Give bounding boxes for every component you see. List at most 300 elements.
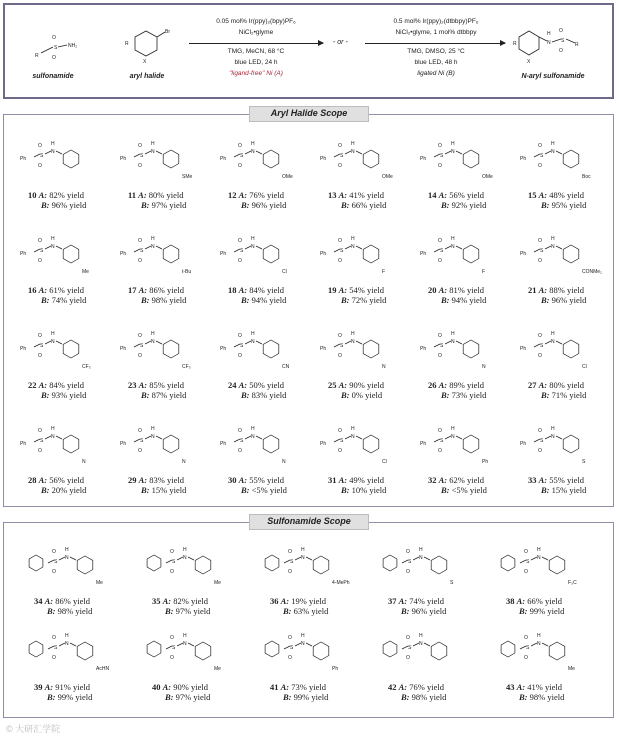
- yield-b: 15% yield: [151, 485, 187, 495]
- condition-a-letter: A:: [162, 596, 172, 606]
- svg-text:O: O: [438, 143, 442, 149]
- compound-entry: [216, 415, 316, 501]
- svg-text:O: O: [38, 448, 42, 454]
- svg-text:O: O: [288, 635, 292, 641]
- yield-text: [28, 190, 86, 210]
- svg-text:S: S: [240, 343, 244, 349]
- svg-text:H: H: [551, 236, 555, 242]
- svg-text:H: H: [251, 426, 255, 432]
- svg-text:O: O: [38, 143, 42, 149]
- condition-b-letter: B:: [141, 295, 150, 305]
- substituent-label: CF₃: [82, 364, 91, 370]
- phenyl-label: Ph: [120, 441, 127, 447]
- yield-a: 41% yield: [349, 190, 384, 200]
- yield-text: [28, 285, 86, 305]
- product-label: N-aryl sulfonamide: [521, 73, 585, 80]
- yield-a: 76% yield: [249, 190, 284, 200]
- svg-text:O: O: [538, 238, 542, 244]
- compound-entry: [116, 415, 216, 501]
- cond-a-line1: 0.05 mol% Ir(ppy)₂(bpy)PF₆: [216, 18, 296, 25]
- compound-number: 36: [270, 596, 279, 606]
- svg-text:O: O: [538, 448, 542, 454]
- yield-a: 84% yield: [49, 380, 84, 390]
- svg-text:O: O: [238, 143, 242, 149]
- compound-structure: [416, 225, 516, 283]
- svg-text:S: S: [340, 343, 344, 349]
- svg-text:S: S: [240, 248, 244, 254]
- svg-text:O: O: [288, 655, 292, 661]
- svg-text:O: O: [138, 258, 142, 264]
- phenyl-label: Ph: [220, 156, 227, 162]
- compound-number: 42: [388, 682, 397, 692]
- svg-text:N: N: [551, 434, 555, 440]
- compound-number: 43: [506, 682, 515, 692]
- phenyl-label: Ph: [420, 156, 427, 162]
- substituent-label: Cl: [282, 269, 287, 275]
- compound-number: 14: [428, 190, 437, 200]
- svg-text:S: S: [561, 38, 565, 44]
- yield-a: 56% yield: [449, 190, 484, 200]
- yield-a: 84% yield: [249, 285, 284, 295]
- yield-a: 80% yield: [549, 380, 584, 390]
- yield-a: 88% yield: [549, 285, 584, 295]
- svg-text:X: X: [143, 59, 147, 65]
- svg-text:N: N: [51, 434, 55, 440]
- svg-text:N: N: [65, 641, 69, 647]
- svg-text:S: S: [540, 343, 544, 349]
- compound-structure: [316, 415, 416, 473]
- svg-text:S: S: [140, 438, 144, 444]
- yield-a: 86% yield: [149, 285, 184, 295]
- svg-text:O: O: [288, 549, 292, 555]
- condition-a-letter: A:: [438, 475, 448, 485]
- yield-b: 93% yield: [51, 390, 87, 400]
- compound-entry: [494, 536, 594, 622]
- compound-number: 31: [328, 475, 337, 485]
- yield-text: [428, 380, 486, 400]
- phenyl-label: Ph: [520, 441, 527, 447]
- arrow-b: [365, 43, 505, 44]
- yield-b: 72% yield: [351, 295, 387, 305]
- compound-entry: [316, 415, 416, 501]
- yield-text: [528, 285, 586, 305]
- compound-number: 18: [228, 285, 237, 295]
- substituent-label: OMe: [382, 174, 393, 180]
- condition-a-letter: A:: [38, 475, 48, 485]
- condition-b-letter: B:: [141, 485, 150, 495]
- svg-text:O: O: [52, 55, 56, 61]
- compound-structure: [116, 225, 216, 283]
- svg-text:O: O: [138, 353, 142, 359]
- compound-number: 19: [328, 285, 337, 295]
- svg-text:N: N: [251, 244, 255, 250]
- yield-b: 74% yield: [51, 295, 87, 305]
- compound-number: 39: [34, 682, 43, 692]
- phenyl-label: Ph: [120, 251, 127, 257]
- condition-b-letter: B:: [241, 485, 250, 495]
- substituent-label: Me: [96, 580, 103, 586]
- svg-text:S: S: [240, 438, 244, 444]
- svg-text:S: S: [140, 343, 144, 349]
- svg-text:O: O: [338, 353, 342, 359]
- svg-text:O: O: [438, 353, 442, 359]
- svg-text:S: S: [172, 559, 176, 565]
- yield-a: 76% yield: [409, 682, 444, 692]
- condition-b-letter: B:: [165, 692, 174, 702]
- substituent-label: F: [482, 269, 486, 275]
- condition-a-letter: A:: [516, 682, 526, 692]
- svg-text:O: O: [138, 428, 142, 434]
- yield-a: 82% yield: [173, 596, 208, 606]
- condition-b-letter: B:: [41, 485, 50, 495]
- yield-a: 49% yield: [349, 475, 384, 485]
- svg-text:S: S: [408, 645, 412, 651]
- svg-text:O: O: [138, 238, 142, 244]
- svg-text:S: S: [408, 559, 412, 565]
- compound-entry: [16, 130, 116, 216]
- yield-text: [328, 285, 386, 305]
- svg-text:H: H: [351, 141, 355, 147]
- compound-number: 23: [128, 380, 137, 390]
- svg-text:O: O: [338, 258, 342, 264]
- condition-a-letter: A:: [398, 596, 408, 606]
- condition-a-letter: A:: [138, 190, 147, 200]
- yield-b: 96% yield: [551, 295, 587, 305]
- phenyl-label: Ph: [20, 441, 27, 447]
- substituent-label: Cl: [582, 364, 587, 370]
- yield-text: [28, 475, 86, 495]
- condition-b-letter: B:: [141, 200, 150, 210]
- yield-a: 86% yield: [55, 596, 90, 606]
- compound-structure: [376, 622, 476, 680]
- svg-text:S: S: [40, 438, 44, 444]
- yield-a: 90% yield: [349, 380, 384, 390]
- compound-number: 25: [328, 380, 337, 390]
- yield-b: 94% yield: [451, 295, 487, 305]
- condition-b-letter: B:: [241, 200, 250, 210]
- condition-b-letter: B:: [341, 295, 350, 305]
- substituent-label: Me: [214, 666, 221, 672]
- svg-text:X: X: [527, 59, 531, 65]
- svg-text:N: N: [537, 641, 541, 647]
- svg-text:H: H: [251, 236, 255, 242]
- svg-text:S: S: [340, 438, 344, 444]
- yield-b: 97% yield: [175, 606, 211, 616]
- svg-text:S: S: [54, 645, 58, 651]
- or-label: - or -: [333, 39, 348, 46]
- svg-text:S: S: [140, 153, 144, 159]
- substituent-label: CONMe₂: [582, 269, 602, 275]
- phenyl-label: Ph: [120, 346, 127, 352]
- substituent-label: N: [382, 364, 386, 370]
- svg-text:N: N: [65, 555, 69, 561]
- compound-structure: [494, 622, 594, 680]
- yield-a: 85% yield: [149, 380, 184, 390]
- svg-text:N: N: [301, 555, 305, 561]
- yield-text: [128, 285, 186, 305]
- condition-a-letter: A:: [238, 285, 248, 295]
- compound-structure: [516, 415, 616, 473]
- condition-a-letter: A:: [238, 475, 248, 485]
- condition-a-letter: A:: [162, 682, 172, 692]
- condition-a-letter: A:: [38, 285, 48, 295]
- svg-text:N: N: [301, 641, 305, 647]
- compound-entry: [516, 320, 616, 406]
- compound-number: 41: [270, 682, 279, 692]
- condition-b-letter: B:: [341, 485, 350, 495]
- compound-entry: [16, 320, 116, 406]
- compound-number: 38: [506, 596, 515, 606]
- compound-number: 37: [388, 596, 397, 606]
- cond-b-line1: 0.5 mol% Ir(ppy)₂(dtbbpy)PF₆: [393, 18, 479, 25]
- sulfonamide-structure: [35, 27, 95, 67]
- svg-text:O: O: [38, 258, 42, 264]
- reaction-scheme: [3, 3, 614, 99]
- svg-text:H: H: [301, 547, 305, 553]
- svg-text:N: N: [551, 244, 555, 250]
- yield-a: 81% yield: [449, 285, 484, 295]
- yield-b: <5% yield: [251, 485, 287, 495]
- compound-entry: [494, 622, 594, 708]
- svg-text:O: O: [538, 333, 542, 339]
- svg-text:H: H: [551, 141, 555, 147]
- svg-text:H: H: [351, 426, 355, 432]
- aryl-halide-scope-title: Aryl Halide Scope: [249, 106, 369, 122]
- compound-entry: [416, 225, 516, 311]
- compound-entry: [216, 130, 316, 216]
- compound-entry: [516, 225, 616, 311]
- condition-b-letter: B:: [401, 606, 410, 616]
- svg-text:O: O: [138, 143, 142, 149]
- svg-text:O: O: [170, 569, 174, 575]
- substituent-label: Boc: [582, 174, 591, 180]
- svg-text:O: O: [170, 549, 174, 555]
- svg-text:N: N: [351, 149, 355, 155]
- svg-text:O: O: [524, 655, 528, 661]
- condition-b-letter: B:: [519, 692, 528, 702]
- svg-text:H: H: [547, 31, 551, 37]
- substituent-label: S: [582, 459, 586, 465]
- yield-text: [388, 596, 446, 616]
- phenyl-label: Ph: [20, 251, 27, 257]
- yield-text: [506, 596, 564, 616]
- svg-text:O: O: [52, 635, 56, 641]
- condition-a-letter: A:: [138, 475, 148, 485]
- substituent-label: F: [382, 269, 386, 275]
- svg-text:O: O: [238, 163, 242, 169]
- svg-text:H: H: [151, 236, 155, 242]
- compound-number: 34: [34, 596, 43, 606]
- compound-entry: [216, 320, 316, 406]
- svg-text:N: N: [351, 244, 355, 250]
- condition-b-letter: B:: [41, 200, 50, 210]
- yield-text: [528, 190, 586, 210]
- condition-a-letter: A:: [338, 285, 348, 295]
- svg-text:S: S: [440, 153, 444, 159]
- compound-number: 32: [428, 475, 437, 485]
- svg-text:O: O: [238, 333, 242, 339]
- conditions-b-above: [365, 16, 507, 38]
- substituent-label: F₃C: [568, 580, 577, 586]
- svg-text:N: N: [51, 149, 55, 155]
- compound-number: 12: [228, 190, 237, 200]
- svg-text:H: H: [51, 236, 55, 242]
- substituent-label: Me: [568, 666, 575, 672]
- svg-text:O: O: [338, 448, 342, 454]
- yield-a: 74% yield: [409, 596, 444, 606]
- svg-text:S: S: [54, 45, 58, 51]
- yield-text: [270, 682, 328, 702]
- svg-text:N: N: [151, 149, 155, 155]
- svg-text:S: S: [440, 248, 444, 254]
- svg-text:S: S: [526, 559, 530, 565]
- substituent-label: N: [82, 459, 86, 465]
- yield-b: 92% yield: [451, 200, 487, 210]
- condition-a-letter: A:: [338, 475, 348, 485]
- svg-text:O: O: [538, 163, 542, 169]
- condition-a-letter: A:: [138, 285, 148, 295]
- compound-number: 20: [428, 285, 437, 295]
- compound-number: 11: [128, 190, 137, 200]
- compound-entry: [316, 130, 416, 216]
- svg-text:H: H: [351, 236, 355, 242]
- svg-text:O: O: [524, 635, 528, 641]
- svg-text:O: O: [406, 635, 410, 641]
- substituent-label: SMe: [182, 174, 193, 180]
- cond-a-line5: "ligand-free" Ni (A): [229, 70, 283, 77]
- svg-text:O: O: [524, 569, 528, 575]
- compound-entry: [140, 622, 240, 708]
- condition-a-letter: A:: [516, 596, 526, 606]
- condition-a-letter: A:: [44, 596, 54, 606]
- yield-a: 19% yield: [291, 596, 326, 606]
- compound-structure: [416, 320, 516, 378]
- condition-a-letter: A:: [338, 190, 348, 200]
- compound-structure: [16, 130, 116, 188]
- svg-text:O: O: [438, 238, 442, 244]
- yield-text: [388, 682, 446, 702]
- condition-b-letter: B:: [47, 692, 56, 702]
- svg-text:H: H: [65, 633, 69, 639]
- condition-a-letter: A:: [538, 285, 548, 295]
- svg-text:S: S: [526, 645, 530, 651]
- svg-text:S: S: [240, 153, 244, 159]
- compound-structure: [22, 622, 122, 680]
- svg-text:O: O: [559, 28, 563, 34]
- yield-b: 94% yield: [251, 295, 287, 305]
- compound-entry: [116, 225, 216, 311]
- yield-b: 15% yield: [551, 485, 587, 495]
- compound-structure: [216, 320, 316, 378]
- svg-text:O: O: [238, 238, 242, 244]
- svg-text:R: R: [513, 41, 517, 47]
- yield-a: 90% yield: [173, 682, 208, 692]
- condition-b-letter: B:: [283, 606, 292, 616]
- compound-number: 27: [528, 380, 537, 390]
- compound-entry: [376, 622, 476, 708]
- substituent-label: Ph: [332, 666, 339, 672]
- yield-b: 66% yield: [351, 200, 387, 210]
- compound-structure: [22, 536, 122, 594]
- svg-text:O: O: [38, 428, 42, 434]
- svg-text:R: R: [125, 41, 129, 47]
- svg-text:O: O: [438, 428, 442, 434]
- yield-b: 98% yield: [151, 295, 187, 305]
- condition-b-letter: B:: [519, 606, 528, 616]
- compound-entry: [416, 320, 516, 406]
- compound-structure: [494, 536, 594, 594]
- compound-structure: [216, 130, 316, 188]
- svg-text:H: H: [537, 547, 541, 553]
- yield-b: 95% yield: [551, 200, 587, 210]
- compound-structure: [516, 320, 616, 378]
- condition-b-letter: B:: [441, 200, 450, 210]
- condition-b-letter: B:: [41, 390, 50, 400]
- condition-a-letter: A:: [238, 380, 248, 390]
- phenyl-label: Ph: [520, 156, 527, 162]
- svg-text:S: S: [172, 645, 176, 651]
- condition-b-letter: B:: [541, 390, 550, 400]
- yield-b: <5% yield: [451, 485, 487, 495]
- svg-text:H: H: [251, 141, 255, 147]
- svg-text:S: S: [440, 438, 444, 444]
- compound-entry: [258, 536, 358, 622]
- svg-text:N: N: [551, 339, 555, 345]
- phenyl-label: Ph: [320, 441, 327, 447]
- yield-a: 62% yield: [449, 475, 484, 485]
- yield-a: 55% yield: [249, 475, 284, 485]
- svg-text:N: N: [151, 434, 155, 440]
- yield-a: 91% yield: [55, 682, 90, 692]
- svg-text:O: O: [52, 655, 56, 661]
- yield-b: 98% yield: [411, 692, 447, 702]
- substituent-label: CN: [282, 364, 290, 370]
- yield-text: [152, 682, 210, 702]
- condition-b-letter: B:: [541, 200, 550, 210]
- compound-entry: [116, 320, 216, 406]
- arrow-a: [189, 43, 323, 44]
- product-structure: [513, 21, 603, 69]
- svg-text:H: H: [51, 141, 55, 147]
- svg-text:O: O: [338, 333, 342, 339]
- svg-text:O: O: [52, 35, 56, 41]
- svg-text:O: O: [338, 238, 342, 244]
- svg-text:O: O: [38, 238, 42, 244]
- svg-text:Br: Br: [165, 29, 170, 35]
- svg-text:O: O: [338, 163, 342, 169]
- yield-b: 97% yield: [175, 692, 211, 702]
- compound-number: 35: [152, 596, 161, 606]
- compound-number: 21: [528, 285, 537, 295]
- compound-structure: [376, 536, 476, 594]
- svg-text:O: O: [338, 143, 342, 149]
- compound-number: 40: [152, 682, 161, 692]
- aryl-halide-structure: [117, 23, 177, 68]
- svg-text:H: H: [451, 141, 455, 147]
- svg-text:H: H: [451, 331, 455, 337]
- compound-structure: [416, 130, 516, 188]
- condition-a-letter: A:: [538, 475, 548, 485]
- svg-text:O: O: [138, 448, 142, 454]
- svg-text:NH₂: NH₂: [68, 43, 78, 49]
- condition-a-letter: A:: [280, 682, 290, 692]
- compound-number: 26: [428, 380, 437, 390]
- svg-text:N: N: [151, 244, 155, 250]
- phenyl-label: Ph: [520, 251, 527, 257]
- condition-b-letter: B:: [401, 692, 410, 702]
- compound-structure: [316, 320, 416, 378]
- yield-b: 73% yield: [451, 390, 487, 400]
